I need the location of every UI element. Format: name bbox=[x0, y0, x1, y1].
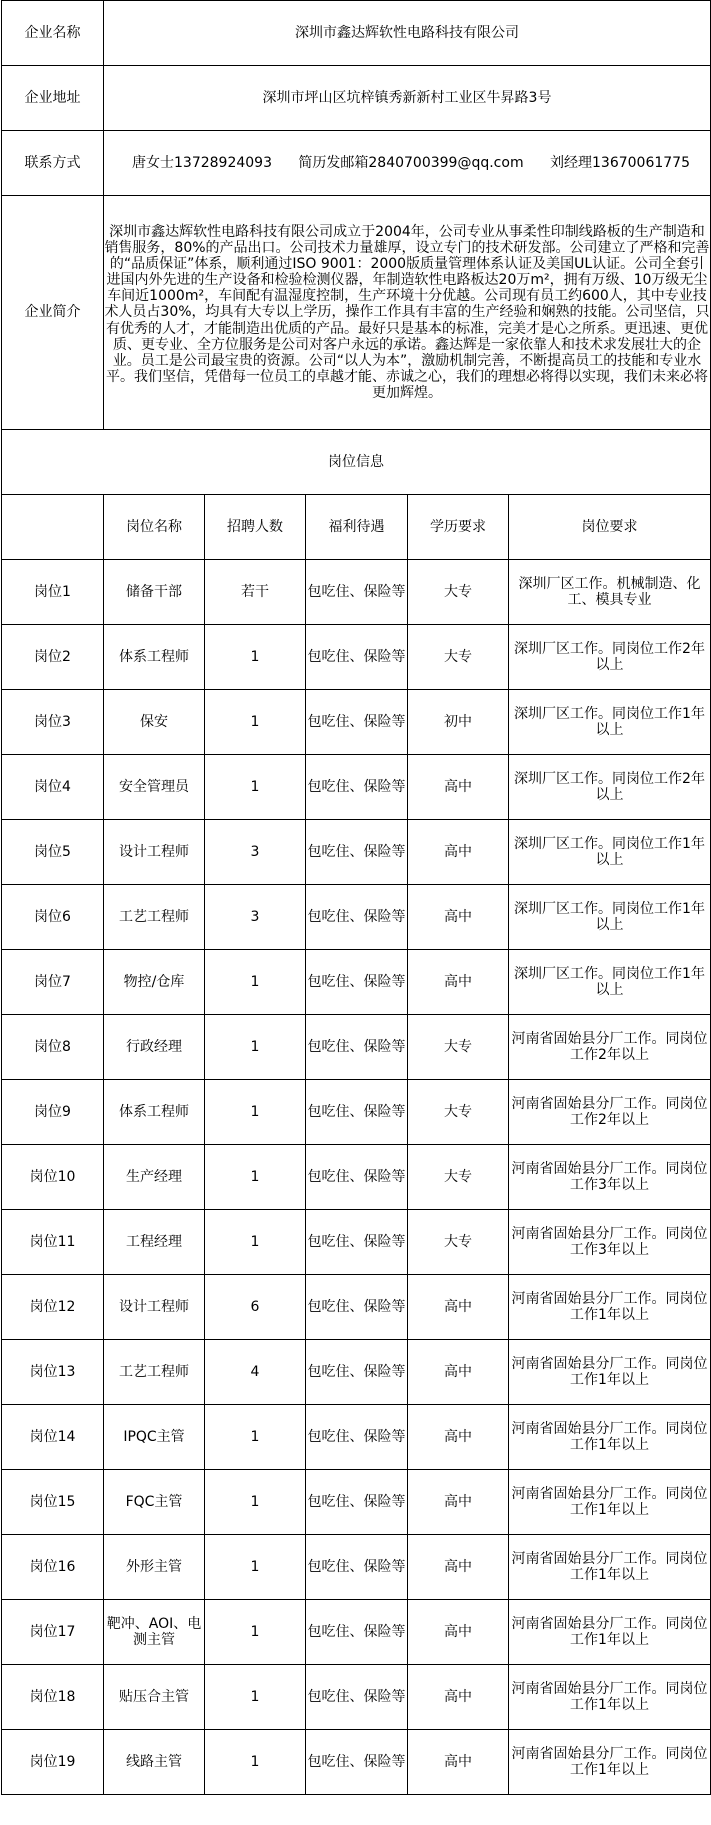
position-education: 高中 bbox=[408, 950, 509, 1015]
position-benefits: 包吃住、保险等 bbox=[306, 1665, 408, 1730]
position-education: 大专 bbox=[408, 1080, 509, 1145]
position-benefits: 包吃住、保险等 bbox=[306, 1730, 408, 1795]
position-count: 1 bbox=[205, 625, 306, 690]
position-benefits: 包吃住、保险等 bbox=[306, 1470, 408, 1535]
table-row bbox=[2, 560, 711, 625]
position-benefits: 包吃住、保险等 bbox=[306, 690, 408, 755]
position-id: 岗位4 bbox=[2, 755, 104, 820]
position-benefits: 包吃住、保险等 bbox=[306, 1080, 408, 1145]
position-requirement: 河南省固始县分厂工作。同岗位工作2年以上 bbox=[509, 1080, 711, 1145]
position-education: 高中 bbox=[408, 1600, 509, 1665]
position-education: 大专 bbox=[408, 625, 509, 690]
position-education: 高中 bbox=[408, 885, 509, 950]
position-count: 1 bbox=[205, 1145, 306, 1210]
position-count: 1 bbox=[205, 1405, 306, 1470]
position-education: 高中 bbox=[408, 1275, 509, 1340]
contact-tang: 唐女士13728924093 bbox=[132, 154, 272, 171]
contact-liu: 刘经理13670061775 bbox=[550, 154, 690, 171]
position-name: FQC主管 bbox=[104, 1470, 205, 1535]
positions-section-title: 岗位信息 bbox=[2, 430, 711, 495]
header-education: 学历要求 bbox=[408, 495, 509, 560]
table-row bbox=[2, 1080, 711, 1145]
position-name: 靶冲、AOI、电测主管 bbox=[104, 1600, 205, 1665]
position-benefits: 包吃住、保险等 bbox=[306, 625, 408, 690]
position-id: 岗位18 bbox=[2, 1665, 104, 1730]
position-name: 工程经理 bbox=[104, 1210, 205, 1275]
position-id: 岗位14 bbox=[2, 1405, 104, 1470]
position-id: 岗位3 bbox=[2, 690, 104, 755]
position-id: 岗位19 bbox=[2, 1730, 104, 1795]
position-education: 初中 bbox=[408, 690, 509, 755]
position-education: 大专 bbox=[408, 560, 509, 625]
position-count: 1 bbox=[205, 1665, 306, 1730]
table-row bbox=[2, 885, 711, 950]
position-name: 物控/仓库 bbox=[104, 950, 205, 1015]
table-row bbox=[2, 755, 711, 820]
position-benefits: 包吃住、保险等 bbox=[306, 1015, 408, 1080]
recruitment-table bbox=[1, 0, 711, 1795]
position-count: 1 bbox=[205, 1015, 306, 1080]
position-id: 岗位5 bbox=[2, 820, 104, 885]
table-row bbox=[2, 1015, 711, 1080]
position-requirement: 河南省固始县分厂工作。同岗位工作1年以上 bbox=[509, 1405, 711, 1470]
position-count: 1 bbox=[205, 1535, 306, 1600]
position-education: 高中 bbox=[408, 1470, 509, 1535]
position-benefits: 包吃住、保险等 bbox=[306, 560, 408, 625]
position-benefits: 包吃住、保险等 bbox=[306, 1145, 408, 1210]
company-name-row bbox=[2, 1, 711, 66]
position-id: 岗位7 bbox=[2, 950, 104, 1015]
position-requirement: 深圳厂区工作。同岗位工作1年以上 bbox=[509, 950, 711, 1015]
position-requirement: 河南省固始县分厂工作。同岗位工作1年以上 bbox=[509, 1340, 711, 1405]
position-benefits: 包吃住、保险等 bbox=[306, 1535, 408, 1600]
position-benefits: 包吃住、保险等 bbox=[306, 1210, 408, 1275]
position-education: 高中 bbox=[408, 1340, 509, 1405]
position-education: 高中 bbox=[408, 755, 509, 820]
position-count: 1 bbox=[205, 1600, 306, 1665]
position-benefits: 包吃住、保险等 bbox=[306, 755, 408, 820]
position-benefits: 包吃住、保险等 bbox=[306, 1405, 408, 1470]
header-empty bbox=[2, 495, 104, 560]
position-count: 1 bbox=[205, 755, 306, 820]
position-name: 工艺工程师 bbox=[104, 1340, 205, 1405]
position-education: 高中 bbox=[408, 1665, 509, 1730]
table-row bbox=[2, 1210, 711, 1275]
position-id: 岗位9 bbox=[2, 1080, 104, 1145]
position-id: 岗位16 bbox=[2, 1535, 104, 1600]
header-benefits: 福利待遇 bbox=[306, 495, 408, 560]
position-id: 岗位8 bbox=[2, 1015, 104, 1080]
position-id: 岗位11 bbox=[2, 1210, 104, 1275]
position-count: 1 bbox=[205, 1080, 306, 1145]
position-id: 岗位12 bbox=[2, 1275, 104, 1340]
position-education: 大专 bbox=[408, 1145, 509, 1210]
table-row bbox=[2, 1145, 711, 1210]
company-address-row bbox=[2, 66, 711, 131]
position-count: 6 bbox=[205, 1275, 306, 1340]
header-position-name: 岗位名称 bbox=[104, 495, 205, 560]
position-requirement: 河南省固始县分厂工作。同岗位工作1年以上 bbox=[509, 1275, 711, 1340]
contact-email: 简历发邮箱2840700399@qq.com bbox=[298, 154, 524, 171]
position-requirement: 河南省固始县分厂工作。同岗位工作1年以上 bbox=[509, 1535, 711, 1600]
position-requirement: 河南省固始县分厂工作。同岗位工作1年以上 bbox=[509, 1665, 711, 1730]
position-name: 体系工程师 bbox=[104, 625, 205, 690]
position-name: 设计工程师 bbox=[104, 1275, 205, 1340]
position-requirement: 深圳厂区工作。同岗位工作2年以上 bbox=[509, 755, 711, 820]
position-education: 高中 bbox=[408, 1730, 509, 1795]
positions-section-row bbox=[2, 430, 711, 495]
company-intro-label: 企业简介 bbox=[2, 196, 104, 430]
positions-header-row bbox=[2, 495, 711, 560]
position-benefits: 包吃住、保险等 bbox=[306, 950, 408, 1015]
table-row bbox=[2, 690, 711, 755]
position-name: 生产经理 bbox=[104, 1145, 205, 1210]
position-benefits: 包吃住、保险等 bbox=[306, 820, 408, 885]
position-requirement: 河南省固始县分厂工作。同岗位工作3年以上 bbox=[509, 1145, 711, 1210]
position-name: 安全管理员 bbox=[104, 755, 205, 820]
position-id: 岗位10 bbox=[2, 1145, 104, 1210]
position-name: 外形主管 bbox=[104, 1535, 205, 1600]
position-id: 岗位15 bbox=[2, 1470, 104, 1535]
position-name: IPQC主管 bbox=[104, 1405, 205, 1470]
position-education: 高中 bbox=[408, 1405, 509, 1470]
position-requirement: 河南省固始县分厂工作。同岗位工作1年以上 bbox=[509, 1730, 711, 1795]
company-address-value: 深圳市坪山区坑梓镇秀新新村工业区牛昇路3号 bbox=[104, 66, 711, 131]
position-education: 大专 bbox=[408, 1015, 509, 1080]
position-requirement: 河南省固始县分厂工作。同岗位工作1年以上 bbox=[509, 1600, 711, 1665]
company-address-label: 企业地址 bbox=[2, 66, 104, 131]
table-row bbox=[2, 1405, 711, 1470]
position-requirement: 深圳厂区工作。机械制造、化工、模具专业 bbox=[509, 560, 711, 625]
position-education: 高中 bbox=[408, 820, 509, 885]
table-row bbox=[2, 1275, 711, 1340]
position-id: 岗位2 bbox=[2, 625, 104, 690]
company-intro-text: 深圳市鑫达辉软性电路科技有限公司成立于2004年，公司专业从事柔性印制线路板的生产制造和销售服务，80%的产品出口。公司技术力量雄厚，设立专门的技术研发部。公司建立了严格和完善的“品质保证”体系，顺利通过ISO 9001：2000版质量管理体系认证及美国UL认证。公司全套引进国内外先进的生产设备和检验检测仪器，年制造软性电路板达20万m²，拥有万级、10万级无尘车间近1000m²，车间配有温湿度控制，生产环境十分优越。公司现有员工约600人，其中专业技术人员占30%，均具有大专以上学历，操作工作具有丰富的生产经验和娴熟的技能。公司坚信，只有优秀的人才，才能制造出优质的产品。最好只是基本的标准，完美才是心之所系。更迅速、更优质、更专业、全方位服务是公司对客户永远的承诺。鑫达辉是一家依靠人和技术求发展壮大的企业。员工是公司最宝贵的资源。公司“以人为本”，激励机制完善，不断提高员工的技能和专业水平。我们坚信，凭借每一位员工的卓越才能、赤诚之心，我们的理想必将得以实现，我们未来必将更加辉煌。 bbox=[104, 196, 711, 430]
position-name: 工艺工程师 bbox=[104, 885, 205, 950]
position-count: 若干 bbox=[205, 560, 306, 625]
table-body bbox=[2, 1, 711, 1795]
position-id: 岗位1 bbox=[2, 560, 104, 625]
position-requirement: 河南省固始县分厂工作。同岗位工作3年以上 bbox=[509, 1210, 711, 1275]
position-name: 保安 bbox=[104, 690, 205, 755]
position-requirement: 深圳厂区工作。同岗位工作1年以上 bbox=[509, 885, 711, 950]
position-requirement: 河南省固始县分厂工作。同岗位工作1年以上 bbox=[509, 1470, 711, 1535]
position-count: 4 bbox=[205, 1340, 306, 1405]
position-requirement: 深圳厂区工作。同岗位工作1年以上 bbox=[509, 690, 711, 755]
position-id: 岗位6 bbox=[2, 885, 104, 950]
position-name: 行政经理 bbox=[104, 1015, 205, 1080]
table-row bbox=[2, 1470, 711, 1535]
table-row bbox=[2, 1665, 711, 1730]
contact-label: 联系方式 bbox=[2, 131, 104, 196]
position-name: 贴压合主管 bbox=[104, 1665, 205, 1730]
position-count: 1 bbox=[205, 1730, 306, 1795]
position-id: 岗位17 bbox=[2, 1600, 104, 1665]
table-row bbox=[2, 950, 711, 1015]
position-education: 高中 bbox=[408, 1535, 509, 1600]
table-row bbox=[2, 1340, 711, 1405]
company-intro-row bbox=[2, 196, 711, 430]
header-count: 招聘人数 bbox=[205, 495, 306, 560]
position-benefits: 包吃住、保险等 bbox=[306, 1340, 408, 1405]
position-count: 3 bbox=[205, 885, 306, 950]
table-row bbox=[2, 625, 711, 690]
position-count: 1 bbox=[205, 950, 306, 1015]
position-requirement: 河南省固始县分厂工作。同岗位工作2年以上 bbox=[509, 1015, 711, 1080]
position-benefits: 包吃住、保险等 bbox=[306, 1275, 408, 1340]
position-requirement: 深圳厂区工作。同岗位工作1年以上 bbox=[509, 820, 711, 885]
contact-row bbox=[2, 131, 711, 196]
position-name: 设计工程师 bbox=[104, 820, 205, 885]
table-row bbox=[2, 820, 711, 885]
table-row bbox=[2, 1535, 711, 1600]
table-row bbox=[2, 1730, 711, 1795]
position-id: 岗位13 bbox=[2, 1340, 104, 1405]
position-benefits: 包吃住、保险等 bbox=[306, 885, 408, 950]
company-name-value: 深圳市鑫达辉软性电路科技有限公司 bbox=[104, 1, 711, 66]
position-education: 大专 bbox=[408, 1210, 509, 1275]
position-count: 1 bbox=[205, 1210, 306, 1275]
company-name-label: 企业名称 bbox=[2, 1, 104, 66]
contact-value bbox=[104, 131, 711, 196]
header-requirement: 岗位要求 bbox=[509, 495, 711, 560]
position-benefits: 包吃住、保险等 bbox=[306, 1600, 408, 1665]
position-count: 1 bbox=[205, 690, 306, 755]
position-name: 线路主管 bbox=[104, 1730, 205, 1795]
position-name: 储备干部 bbox=[104, 560, 205, 625]
position-count: 3 bbox=[205, 820, 306, 885]
table-row bbox=[2, 1600, 711, 1665]
position-name: 体系工程师 bbox=[104, 1080, 205, 1145]
position-count: 1 bbox=[205, 1470, 306, 1535]
position-requirement: 深圳厂区工作。同岗位工作2年以上 bbox=[509, 625, 711, 690]
